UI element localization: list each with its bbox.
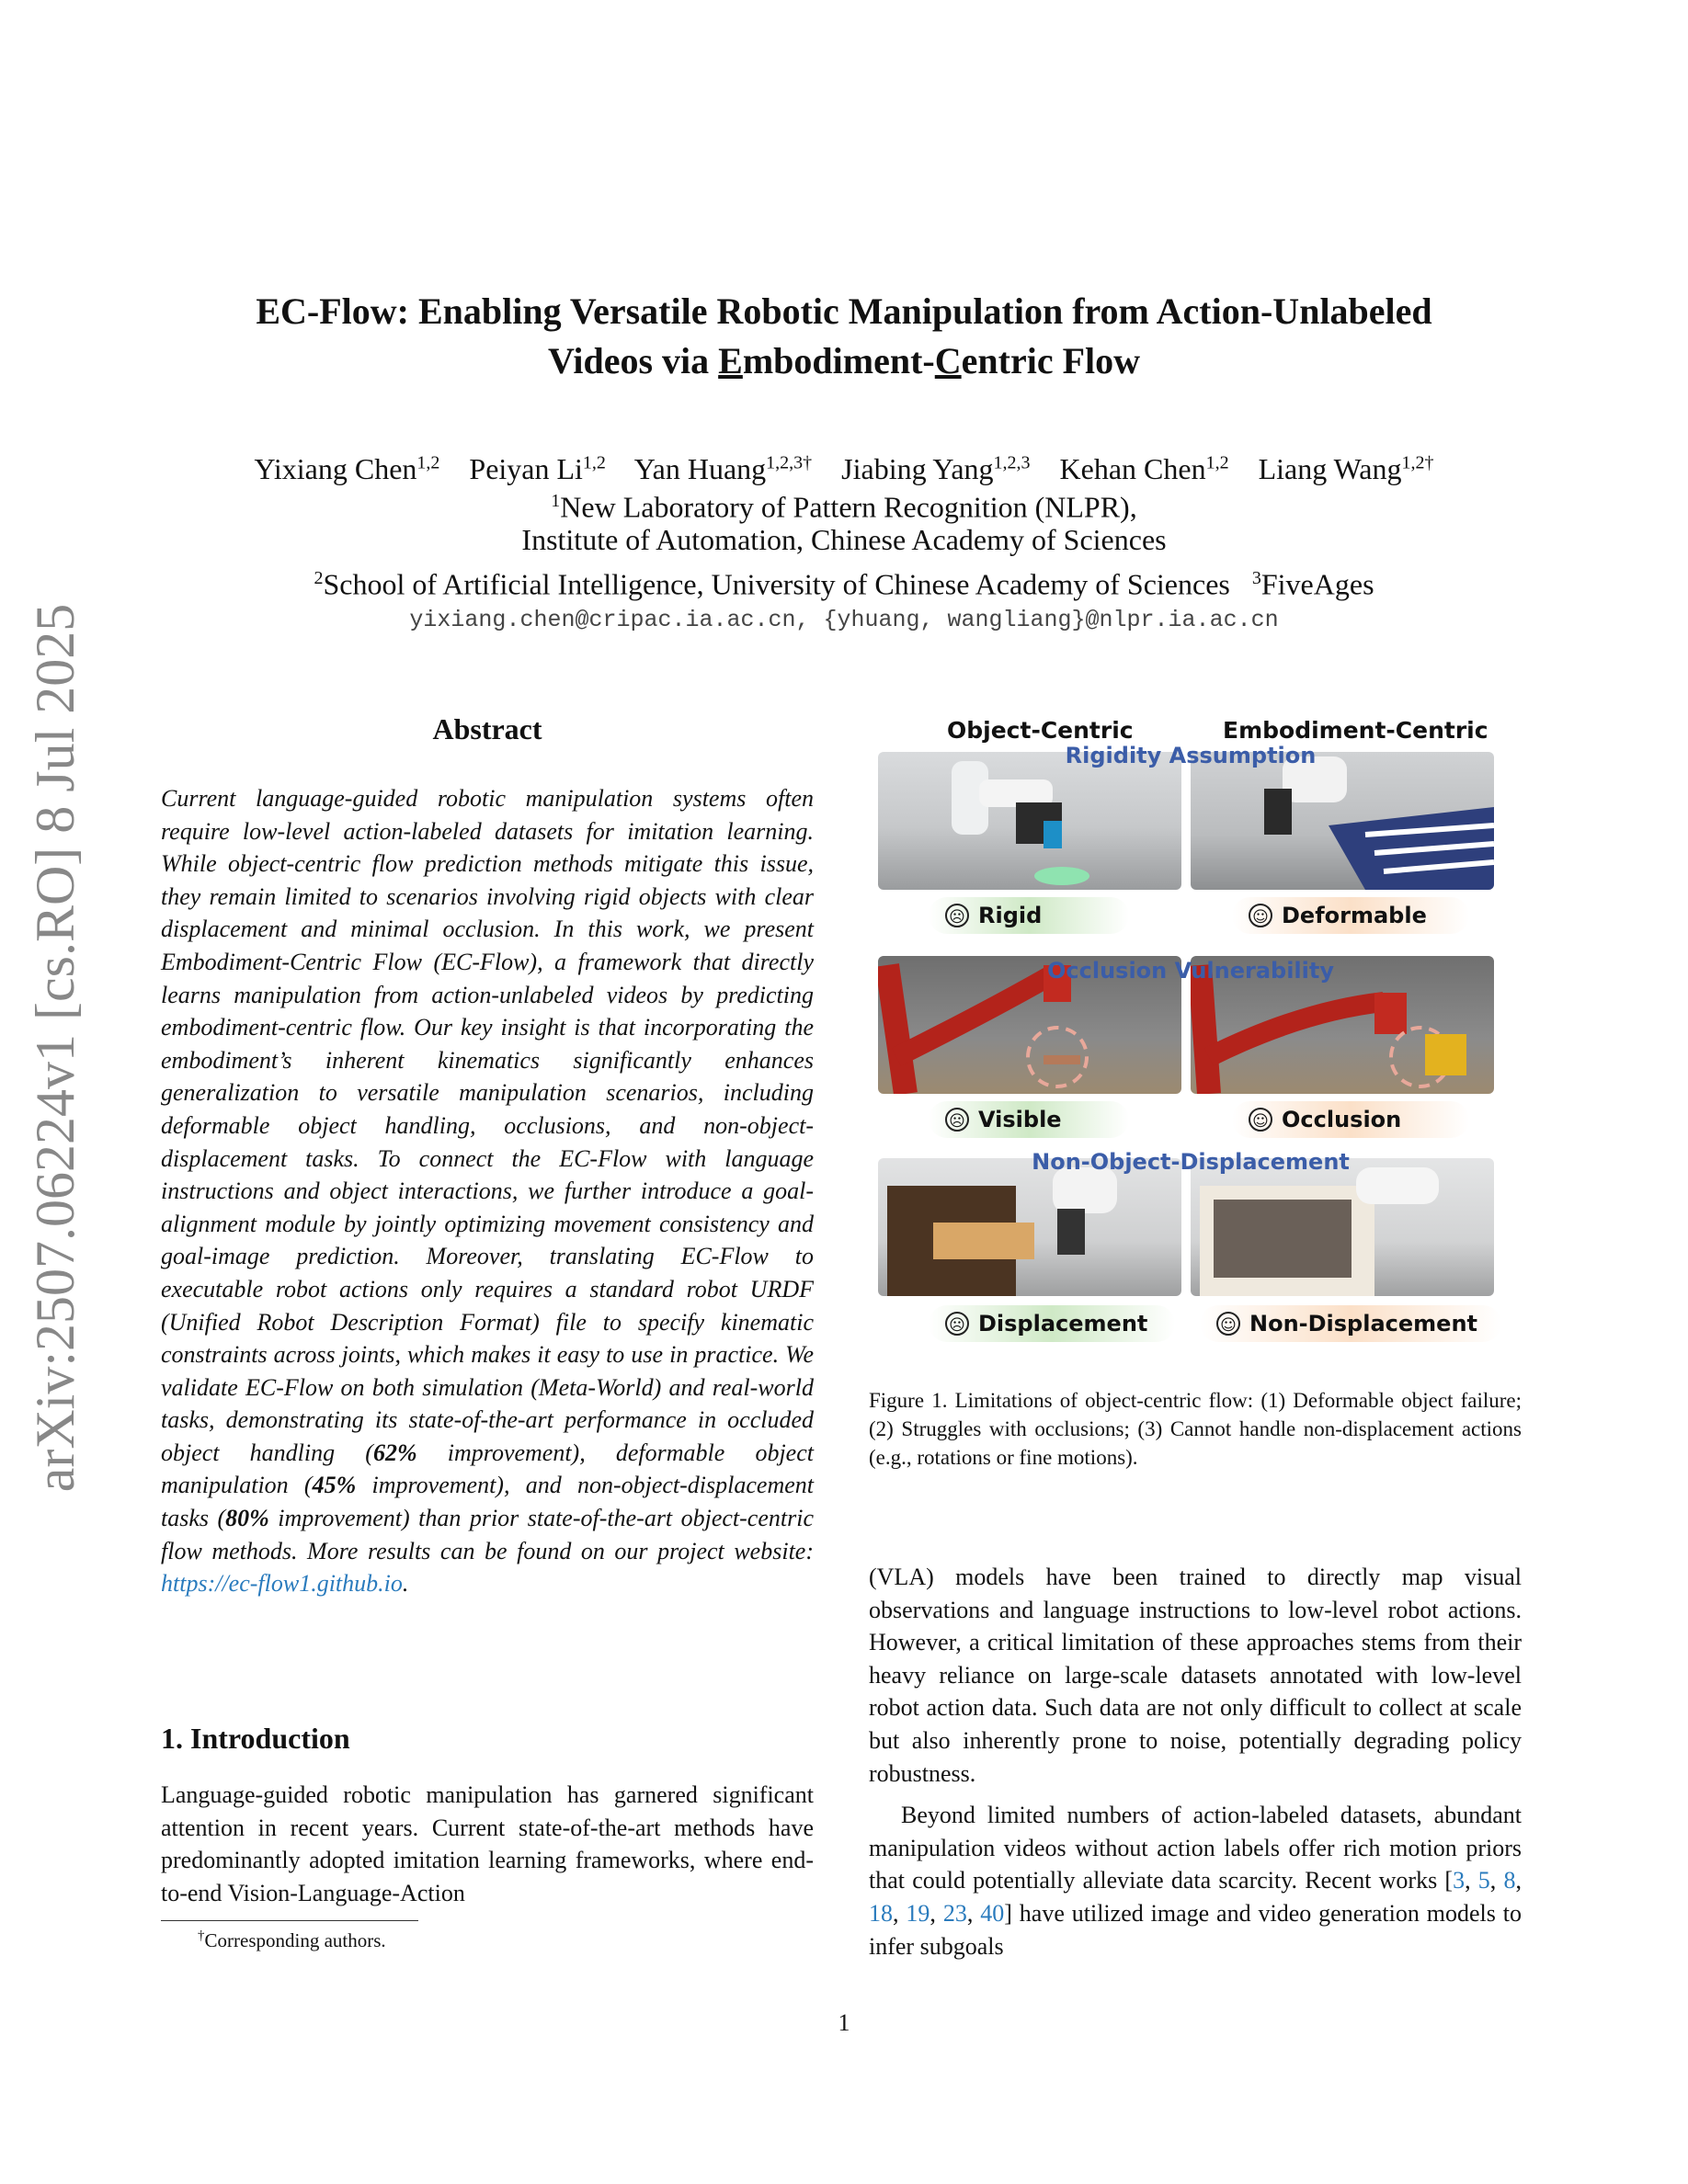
author: Peiyan Li$^{1,2}$ bbox=[469, 451, 606, 485]
arxiv-side-stamp: arXiv:2507.06224v1 [cs.RO] 8 Jul 2025 bbox=[25, 603, 86, 1493]
photo-deformable-object bbox=[1191, 752, 1494, 890]
affiliation-1b: Institute of Automation, Chinese Academy of Sciences bbox=[521, 523, 1167, 556]
sad-face-icon: ☹ bbox=[945, 1312, 969, 1336]
happy-face-icon: ☺ bbox=[1216, 1312, 1240, 1336]
title-line-2: Videos via Embodiment-Centric Flow bbox=[547, 340, 1141, 381]
paragraph: (VLA) models have been trained to directly map visual observations and language instructions to low-level robot actions. However, a critical limitation of these approaches stems from their heavy reliance on large-scale datasets annotated with low-level robot action data. Such data are not only difficult to collect at scale but also inherently prone to noise, potentially degrading policy robustness. bbox=[869, 1564, 1522, 1787]
sad-face-icon: ☹ bbox=[945, 904, 969, 927]
abstract-text: Current language-guided robotic manipulation systems often require low-level action-labeled datasets for imitation learning. While object-centric flow prediction methods mitigate this issue, they remain limited to scenarios involving rigid objects with clear displacement and minimal occlusion. In this work, we present Embodiment-Centric Flow (EC-Flow), a framework that directly learns manipulation from action-unlabeled videos by predicting embodiment-centric flow. Our key insight is that incorporating the embodiment’s inherent kinematics significantly enhances generalization to versatile manipulation scenarios, including deformable object handling, occlusions, and non-object-displacement tasks. To connect the EC-Flow with language instructions and object interactions, we further introduce a goal-alignment module by jointly optimizing movement consistency and goal-image prediction. Moreover, translating EC-Flow to executable robot actions only requires a standard robot URDF (Unified Robot Description Format) file to specify kinematic constraints across joints, which makes it easy to use in practice. We validate EC-Flow on both simulation (Meta-World) and real-world tasks, demonstrating its state-of-the-art performance in occluded object handling (62% improvement), deformable object manipulation (45% improvement), and non-object-displacement tasks (80% improvement) than prior state-of-the-art object-centric flow methods. More results can be found on our project website: https://ec-flow1.github.io. bbox=[161, 785, 814, 1598]
photo-rigid-object bbox=[878, 752, 1181, 890]
title-line-1: EC-Flow: Enabling Versatile Robotic Manipulation from Action-Unlabeled bbox=[256, 290, 1432, 332]
column-heading-object-centric: Object-Centric bbox=[947, 717, 1134, 744]
author: Yan Huang$^{1,2,3\dagger}$ bbox=[633, 451, 813, 485]
happy-face-icon: ☺ bbox=[1249, 904, 1272, 927]
drawer-illustration bbox=[878, 1158, 1181, 1296]
author: Liang Wang$^{1,2\dagger}$ bbox=[1258, 451, 1434, 485]
column-heading-embodiment-centric: Embodiment-Centric bbox=[1223, 717, 1488, 744]
figure-1-caption: Figure 1. Limitations of object-centric flow: (1) Deformable object failure; (2) Struggles with occlusions; (3) Cannot handle non-displacement actions (e.g., rotations or fine motions). bbox=[869, 1389, 1522, 1469]
citation-link[interactable]: 40 bbox=[980, 1899, 1005, 1927]
banner-non-object-displacement: Non-Object-Displacement bbox=[1032, 1149, 1350, 1175]
banner-occlusion-vulnerability: Occlusion Vulnerability bbox=[1046, 958, 1334, 984]
label-visible: ☹ Visible bbox=[929, 1101, 1129, 1138]
photo-non-displacement bbox=[1191, 1158, 1494, 1296]
label-deformable: ☺ Deformable bbox=[1232, 897, 1469, 934]
citation-link[interactable]: 19 bbox=[906, 1899, 930, 1927]
right-column-text bbox=[869, 1561, 1522, 1962]
introduction-text: Language-guided robotic manipulation has garnered significant attention in recent years. Current state-of-the-art methods have predominantly adopted imitation learning frameworks, where end-to-end Vision-Language-Action bbox=[161, 1781, 814, 1906]
label-non-displacement: ☺ Non-Displacement bbox=[1200, 1305, 1501, 1342]
author-emails: yixiang.chen@cripac.ia.ac.cn, {yhuang, wangliang}@nlpr.ia.ac.cn bbox=[409, 607, 1279, 633]
footnote: †Corresponding authors. bbox=[198, 1928, 386, 1951]
label-occlusion: ☺ Occlusion bbox=[1232, 1101, 1469, 1138]
paragraph: Beyond limited numbers of action-labeled datasets, abundant manipulation videos without action labels offer rich motion priors that could potentially alleviate data scarcity. Recent works [3, 5, 8, 18, 19, 23, 40] have utilized image and video generation models to infer subgoals bbox=[869, 1802, 1523, 1960]
citation-link[interactable]: 23 bbox=[942, 1899, 967, 1927]
paper-title bbox=[138, 287, 1550, 386]
citation-link[interactable]: 5 bbox=[1477, 1867, 1490, 1894]
affiliation-2-3: $^2$School of Artificial Intelligence, University of Chinese Academy of Sciences $^3$FiveAges bbox=[314, 567, 1374, 601]
project-website-link[interactable]: https://ec-flow1.github.io bbox=[161, 1570, 403, 1598]
citation-link[interactable]: 18 bbox=[869, 1899, 893, 1927]
author: Yixiang Chen$^{1,2}$ bbox=[254, 451, 440, 485]
page-number: 1 bbox=[838, 2009, 850, 2036]
banner-rigidity-assumption: Rigidity Assumption bbox=[1065, 743, 1317, 768]
author: Jiabing Yang$^{1,2,3}$ bbox=[841, 451, 1031, 485]
author: Kehan Chen$^{1,2}$ bbox=[1059, 451, 1229, 485]
section-heading-introduction: 1. Introduction bbox=[161, 1722, 350, 1755]
photo-displacement bbox=[878, 1158, 1181, 1296]
robot-gripper-illustration bbox=[878, 752, 1181, 890]
oven-illustration bbox=[1191, 1158, 1494, 1296]
figure-1 bbox=[878, 717, 1503, 1360]
happy-face-icon: ☺ bbox=[1249, 1108, 1272, 1132]
label-displacement: ☹ Displacement bbox=[929, 1305, 1175, 1342]
label-rigid: ☹ Rigid bbox=[929, 897, 1129, 934]
citation-link[interactable]: 8 bbox=[1503, 1867, 1516, 1894]
sad-face-icon: ☹ bbox=[945, 1108, 969, 1132]
cloth-illustration bbox=[1191, 752, 1494, 890]
citation-link[interactable]: 3 bbox=[1453, 1867, 1466, 1894]
affiliation-1: $^1$New Laboratory of Pattern Recognition (NLPR), bbox=[551, 490, 1137, 524]
footnote-rule bbox=[161, 1920, 418, 1921]
abstract-heading: Abstract bbox=[432, 712, 542, 745]
